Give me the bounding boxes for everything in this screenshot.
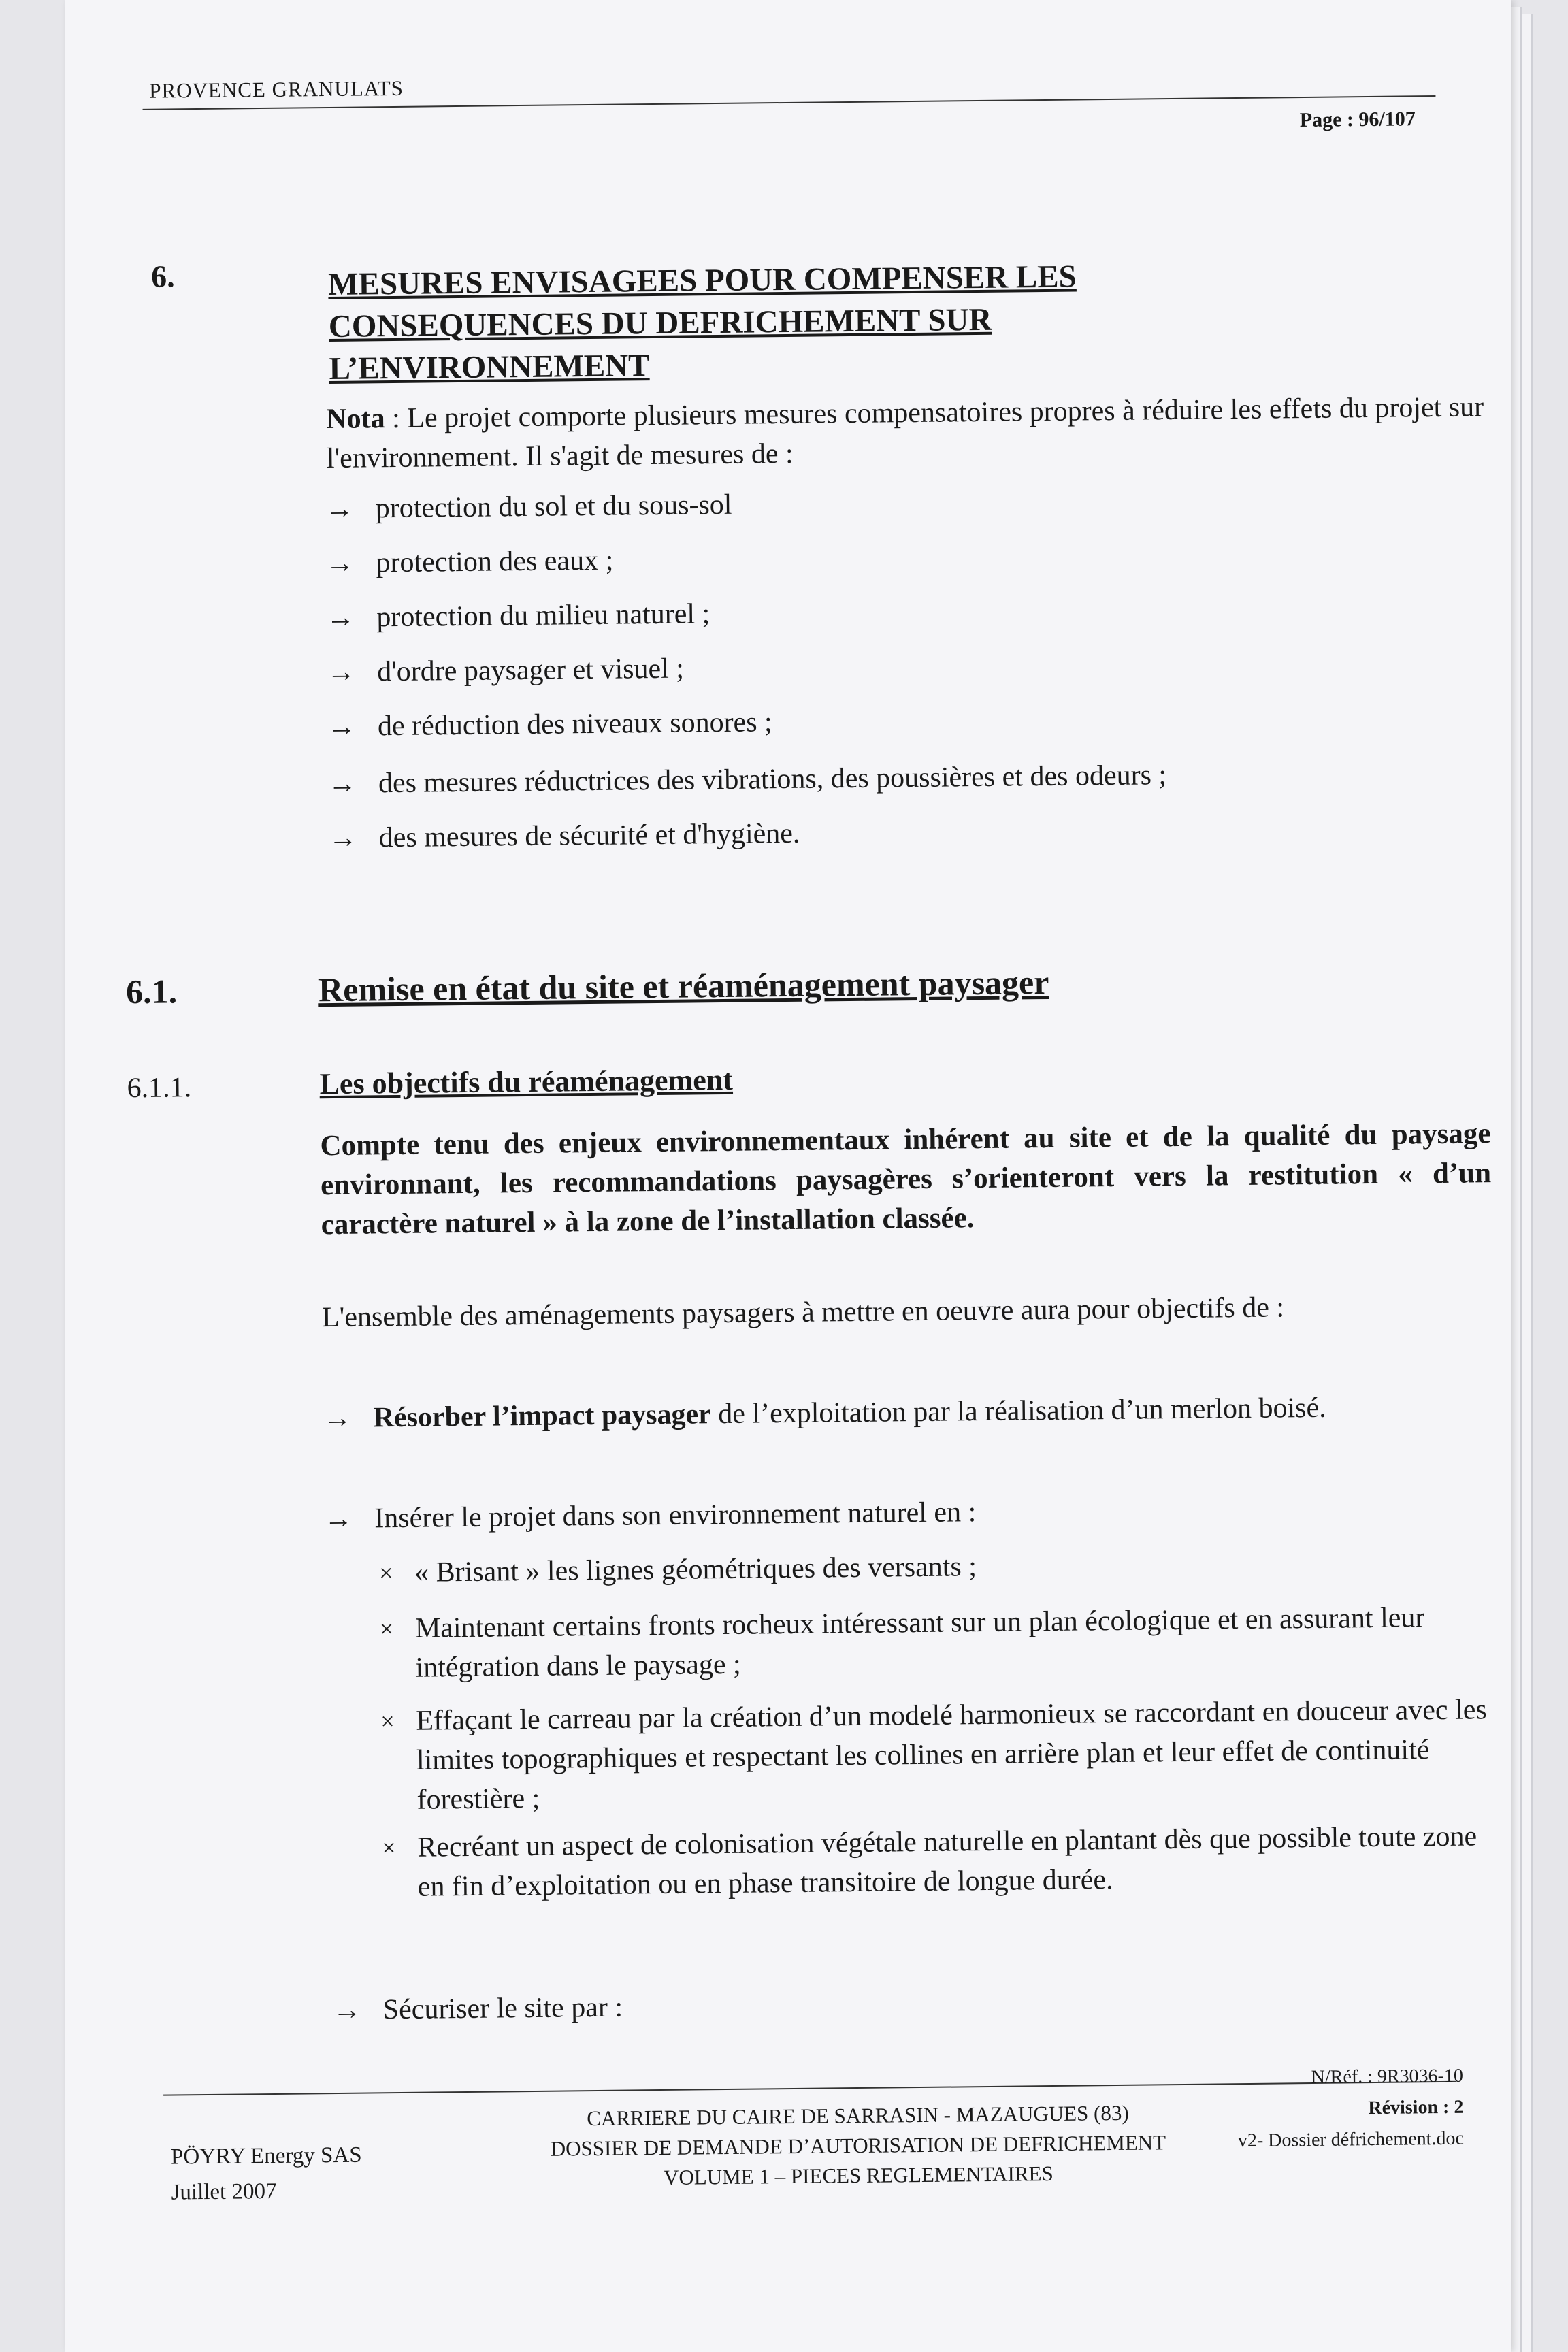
sub-list-item-text: Effaçant le carreau par la création d’un modelé harmonieux se raccordant en douceur avec les limites topographiques et respectant les collines en arrière plan et leur effet de continuité forestière ; (416, 1694, 1487, 1816)
objective-item (324, 1492, 977, 1539)
footer-volume: VOLUME 1 – PIECES REGLEMENTAIRES (663, 2161, 1054, 2189)
cross-icon: × (380, 1708, 395, 1735)
arrow-icon: → (327, 768, 357, 800)
arrow-icon: → (324, 1503, 353, 1535)
objective-text: Insérer le projet dans son environnement naturel en : (374, 1497, 977, 1535)
sub-list-item (379, 1541, 1496, 1592)
footer-left (171, 2138, 363, 2210)
footer-revision: Révision : 2 (1368, 2096, 1464, 2119)
objective-rest: de l’exploitation par la réalisation d’un merlon boisé. (710, 1392, 1326, 1431)
arrow-icon: → (326, 656, 356, 689)
objectives-intro: L'ensemble des aménagements paysagers à mettre en oeuvre aura pour objectifs de : (321, 1292, 1285, 1334)
subsection-number: 6.1.1. (127, 1072, 192, 1105)
objective-item (332, 1988, 623, 2030)
arrow-icon: → (328, 822, 358, 855)
cross-icon: × (378, 1559, 393, 1587)
arrow-icon: → (332, 1994, 362, 2027)
list-item-text: des mesures de sécurité et d'hygiène. (378, 817, 800, 854)
footer-file: v2- Dossier défrichement.doc (1237, 2127, 1465, 2152)
list-item-text: protection du milieu naturel ; (376, 598, 710, 634)
footer-dossier: DOSSIER DE DEMANDE D’AUTORISATION DE DEFRICHEMENT (550, 2130, 1166, 2161)
sub-list-item-text: Recréant un aspect de colonisation végétale naturelle en plantant dès que possible toute zone en fin d’exploitation ou en phase transitoire de longue durée. (417, 1820, 1477, 1903)
sub-list-item (380, 1690, 1498, 1820)
sub-list-item-text: Maintenant certains fronts rocheux intéressant sur un plan écologique et en assurant leur intégration dans le paysage ; (414, 1602, 1425, 1684)
header-company: PROVENCE GRANULATS (149, 76, 404, 103)
nota-text: : Le projet comporte plusieurs mesures compensatoires propres à réduire les effets du projet sur l'environnement. Il s'agit de mesures de : (326, 391, 1484, 475)
list-item (325, 485, 732, 529)
sub-list-item-text: « Brisant » les lignes géométriques des versants ; (414, 1551, 977, 1588)
objective-text: Sécuriser le site par : (382, 1991, 623, 2026)
subsubsection-title: Les objectifs du réaménagement (319, 1062, 734, 1101)
arrow-icon: → (326, 602, 355, 634)
list-item-text: des mesures réductrices des vibrations, des poussières et des odeurs ; (378, 760, 1167, 800)
list-item-text: d'ordre paysager et visuel ; (376, 653, 685, 688)
page-content (65, 0, 1511, 2352)
footer-project: CARRIERE DU CAIRE DE SARRASIN - MAZAUGUES (83) (587, 2100, 1129, 2131)
emphasis-paragraph: Compte tenu des enjeux environnementaux inhérent au site et de la qualité du paysage environnant, les recommandations paysagères s’orienteront vers la restitution « d’un caractère naturel » à la zone de l’installation classée. (320, 1117, 1492, 1241)
document-page (65, 0, 1511, 2352)
arrow-icon: → (323, 1402, 352, 1435)
page-number: Page : 96/107 (1299, 108, 1416, 132)
list-item (328, 814, 800, 858)
list-item-text: protection des eaux ; (376, 544, 614, 579)
arrow-icon: → (327, 710, 357, 743)
cross-icon: × (379, 1615, 394, 1643)
list-item (326, 594, 710, 638)
list-item (327, 702, 772, 747)
list-item (325, 541, 613, 583)
nota-paragraph (326, 387, 1490, 478)
list-item (327, 649, 684, 692)
section-title: MESURES ENVISAGEES POUR COMPENSER LES CONSEQUENCES DU DEFRICHEMENT SUR L’ENVIRONNEMENT (327, 259, 1077, 387)
sub-list-item (380, 1597, 1497, 1688)
objective-bold: Résorber l’impact paysager (373, 1399, 712, 1434)
section-number: 6.1. (125, 972, 178, 1011)
objective-text (373, 1388, 1326, 1438)
footer-center (497, 2097, 1219, 2194)
nota-label: Nota (326, 403, 385, 436)
section-number: 6. (150, 259, 175, 294)
footer-company: PÖYRY Energy SAS (170, 2142, 362, 2170)
cross-icon: × (382, 1834, 396, 1862)
arrow-icon: → (325, 493, 354, 525)
footer-right (1191, 2061, 1464, 2157)
subsection-title: Remise en état du site et réaménagement paysager (318, 962, 1049, 1009)
list-item-text: de réduction des niveaux sonores ; (377, 706, 772, 742)
footer-date: Juillet 2007 (171, 2178, 277, 2205)
sub-list-item (382, 1816, 1499, 1907)
objective-item (323, 1386, 1494, 1438)
arrow-icon: → (325, 547, 355, 580)
list-item (328, 755, 1167, 804)
list-item-text: protection du sol et du sous-sol (375, 489, 732, 525)
footer-ref: N/Réf. : 9R3036-10 (1311, 2065, 1464, 2089)
